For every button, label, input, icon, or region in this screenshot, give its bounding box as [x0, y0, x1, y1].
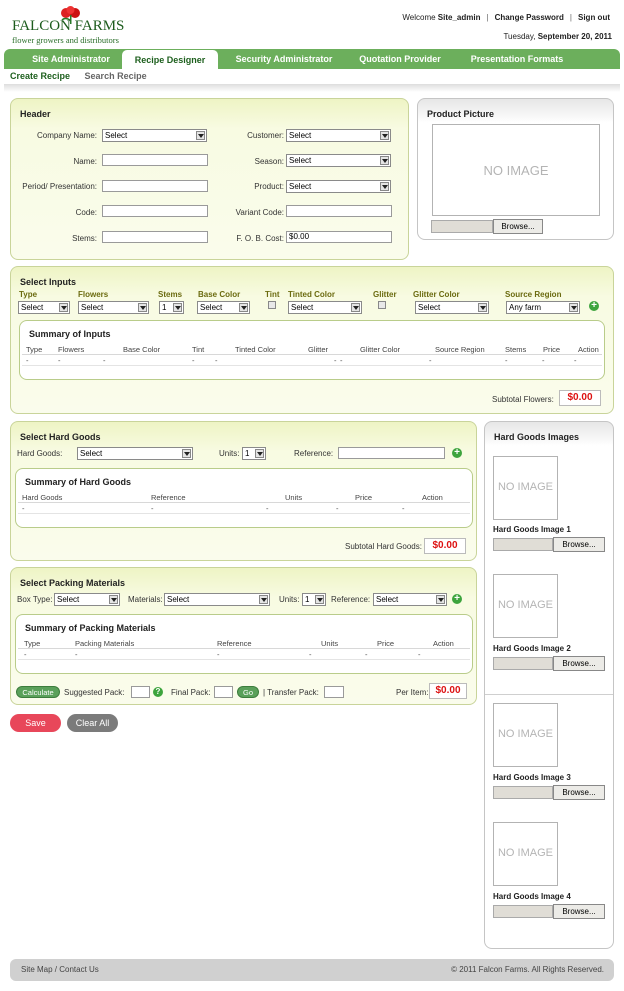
glitter-checkbox[interactable]: [378, 301, 386, 309]
fob-cost-input[interactable]: $0.00: [286, 231, 392, 243]
subnav-divider: [4, 84, 620, 92]
source-region-label: Source Region: [505, 290, 562, 299]
tinted-color-value: Select: [291, 303, 314, 312]
product-label: Product:: [254, 182, 284, 191]
table-cell: -: [103, 356, 106, 365]
table-cell: -: [542, 356, 545, 365]
hard-goods-image-4: [493, 822, 558, 886]
col-hard-goods: Hard Goods: [22, 493, 63, 502]
table-cell: -: [418, 650, 421, 659]
flowers-value: Select: [81, 303, 104, 312]
transfer-pack-input[interactable]: [324, 686, 344, 698]
save-button[interactable]: Save: [10, 714, 61, 732]
select-packing-materials-panel: [10, 567, 477, 705]
no-image-text: NO IMAGE: [483, 163, 549, 178]
col-tint: Tint: [192, 345, 205, 354]
type-select[interactable]: [18, 301, 70, 314]
flowers-label: Flowers: [78, 290, 109, 299]
table-cell: -: [334, 356, 337, 365]
table-cell: -: [365, 650, 368, 659]
box-type-select[interactable]: [54, 593, 120, 606]
subtotal-hard-goods-value: $0.00: [424, 538, 466, 554]
sub-nav: [10, 71, 147, 81]
hard-goods-browse-1[interactable]: Browse...: [553, 537, 605, 552]
stems-col-label: Stems: [158, 290, 183, 299]
variant-code-input[interactable]: [286, 205, 392, 217]
final-pack-input[interactable]: [214, 686, 233, 698]
hard-goods-images-panel: [484, 421, 614, 949]
divider: [485, 694, 613, 695]
box-type-label: Box Type:: [17, 595, 53, 604]
hard-goods-file-4[interactable]: [493, 905, 553, 918]
packing-units-select[interactable]: [302, 593, 326, 606]
col-action: Action: [578, 345, 599, 354]
table-cell: -: [58, 356, 61, 365]
no-image-text: NO IMAGE: [497, 847, 553, 859]
hard-goods-value: Select: [80, 449, 103, 458]
brand-name: FALCON FARMS: [12, 18, 125, 34]
select-inputs-title: Select Inputs: [20, 277, 77, 287]
tab-presentation-formats[interactable]: Presentation Formats: [470, 54, 564, 64]
no-image-text: NO IMAGE: [497, 599, 553, 611]
copyright-text: © 2011 Falcon Farms. All Rights Reserved.: [451, 965, 604, 974]
no-image-text: NO IMAGE: [497, 481, 553, 493]
hard-units-value: 1: [245, 449, 250, 458]
add-hard-goods-plus-icon[interactable]: +: [452, 448, 462, 458]
hard-goods-image-2: [493, 574, 558, 638]
base-color-value: Select: [200, 303, 223, 312]
hard-goods-image-1-caption: Hard Goods Image 1: [493, 525, 571, 534]
packing-units-label: Units:: [279, 595, 300, 604]
select-inputs-panel: [10, 266, 614, 414]
date-weekday: Tuesday,: [503, 32, 536, 41]
table-cell: -: [340, 356, 343, 365]
date-value: September 20, 2011: [537, 32, 612, 41]
type-value: Select: [21, 303, 44, 312]
falcon-farms-logo[interactable]: [8, 6, 128, 46]
glitter-color-value: Select: [418, 303, 441, 312]
company-name-label: Company Name:: [36, 131, 97, 140]
materials-label: Materials:: [128, 595, 163, 604]
col-type: Type: [24, 639, 41, 648]
table-cell: -: [151, 504, 154, 513]
table-cell: -: [215, 356, 218, 365]
no-image-text: NO IMAGE: [497, 728, 553, 740]
header-panel-title: Header: [20, 109, 51, 119]
chevron-down-icon: [259, 595, 268, 604]
chevron-down-icon: [478, 303, 487, 312]
per-item-value: $0.00: [429, 683, 467, 699]
col-glitter: Glitter: [308, 345, 329, 354]
table-cell: -: [429, 356, 432, 365]
product-file-path[interactable]: [431, 220, 493, 233]
source-region-value: Any farm: [509, 303, 542, 312]
tab-quotation-provider[interactable]: Quotation Provider: [359, 54, 441, 64]
welcome-text: Welcome: [402, 13, 436, 22]
change-password-link[interactable]: Change Password: [494, 13, 564, 22]
chevron-down-icon: [380, 156, 389, 165]
calculate-button[interactable]: Calculate: [16, 686, 60, 698]
chevron-down-icon: [380, 182, 389, 191]
base-color-select[interactable]: [197, 301, 250, 314]
table-row: [18, 504, 470, 514]
search-recipe-link[interactable]: Search Recipe: [84, 71, 147, 81]
site-map-link[interactable]: Site Map / Contact Us: [21, 965, 99, 974]
chevron-down-icon: [315, 595, 324, 604]
col-flowers: Flowers: [58, 345, 85, 354]
chevron-down-icon: [196, 131, 205, 140]
tab-security-administrator[interactable]: Security Administrator: [235, 54, 333, 64]
summary-hard-goods-title: Summary of Hard Goods: [25, 477, 132, 487]
brand-tagline: flower growers and distributors: [12, 35, 119, 45]
variant-code-label: Variant Code:: [235, 208, 284, 217]
chevron-down-icon: [239, 303, 248, 312]
summary-of-inputs: [19, 320, 605, 380]
hard-goods-file-2[interactable]: [493, 657, 553, 670]
col-glitter-color: Glitter Color: [360, 345, 401, 354]
company-name-select[interactable]: [102, 129, 207, 142]
suggested-pack-label: Suggested Pack:: [64, 688, 125, 697]
summary-inputs-header-row: [22, 343, 602, 355]
current-date: [503, 32, 612, 41]
product-picture-panel: [417, 98, 614, 240]
fob-cost-label: F. O. B. Cost:: [236, 234, 284, 243]
col-price: Price: [377, 639, 395, 648]
chevron-down-icon: [138, 303, 147, 312]
header-panel: [10, 98, 409, 260]
chevron-down-icon: [109, 595, 118, 604]
select-hard-goods-title: Select Hard Goods: [20, 432, 101, 442]
col-units: Units: [285, 493, 303, 502]
add-packing-plus-icon[interactable]: +: [452, 594, 462, 604]
name-input[interactable]: [102, 154, 208, 166]
table-cell: -: [574, 356, 577, 365]
sign-out-link[interactable]: Sign out: [578, 13, 610, 22]
chevron-down-icon: [59, 303, 68, 312]
summary-packing-header-row: [18, 637, 470, 649]
chevron-down-icon: [569, 303, 578, 312]
source-region-select[interactable]: [506, 301, 580, 314]
footer: [10, 959, 614, 981]
period-presentation-label: Period/ Presentation:: [22, 182, 97, 191]
flowers-select[interactable]: [78, 301, 149, 314]
username: Site_admin: [437, 13, 481, 22]
tint-label: Tint: [265, 290, 280, 299]
summary-of-hard-goods: [15, 468, 473, 528]
product-image-placeholder: [432, 124, 600, 216]
hard-goods-label: Hard Goods:: [17, 449, 63, 458]
chevron-down-icon: [182, 449, 191, 458]
table-cell: -: [24, 650, 27, 659]
help-question-icon[interactable]: ?: [153, 687, 163, 697]
col-packing-materials: Packing Materials: [75, 639, 135, 648]
customer-value: Select: [289, 131, 312, 140]
hard-units-select[interactable]: [242, 447, 266, 460]
stems-label: Stems:: [72, 234, 97, 243]
hard-units-label: Units:: [219, 449, 240, 458]
select-hard-goods-panel: [10, 421, 477, 561]
hard-goods-image-1: [493, 456, 558, 520]
materials-value: Select: [167, 595, 190, 604]
col-action: Action: [422, 493, 443, 502]
hard-goods-browse-4[interactable]: Browse...: [553, 904, 605, 919]
packing-reference-label: Reference:: [331, 595, 371, 604]
table-row: [22, 356, 602, 366]
product-picture-title: Product Picture: [427, 109, 495, 119]
hard-goods-browse-2[interactable]: Browse...: [553, 656, 605, 671]
hard-goods-image-3: [493, 703, 558, 767]
table-cell: -: [75, 650, 78, 659]
code-input[interactable]: [102, 205, 208, 217]
hard-goods-file-1[interactable]: [493, 538, 553, 551]
code-label: Code:: [75, 208, 97, 217]
col-units: Units: [321, 639, 339, 648]
box-type-value: Select: [57, 595, 80, 604]
hard-goods-images-title: Hard Goods Images: [494, 432, 580, 442]
suggested-pack-input[interactable]: [131, 686, 150, 698]
tab-site-administrator[interactable]: Site Administrator: [32, 54, 110, 64]
col-base-color: Base Color: [123, 345, 161, 354]
glitter-label: Glitter: [373, 290, 397, 299]
subtotal-hard-goods-label: Subtotal Hard Goods:: [345, 542, 422, 551]
table-cell: -: [266, 504, 269, 513]
base-color-label: Base Color: [198, 290, 241, 299]
col-price: Price: [355, 493, 373, 502]
summary-hard-goods-header-row: [18, 491, 470, 503]
add-input-plus-icon[interactable]: +: [589, 301, 599, 311]
season-label: Season:: [254, 157, 284, 166]
glitter-color-select[interactable]: [415, 301, 489, 314]
packing-reference-select[interactable]: [373, 593, 447, 606]
product-select[interactable]: [286, 180, 391, 193]
type-label: Type: [19, 290, 38, 299]
table-cell: -: [309, 650, 312, 659]
transfer-pack-label: | Transfer Pack:: [263, 688, 319, 697]
product-browse-button[interactable]: Browse...: [493, 219, 543, 234]
final-pack-label: Final Pack:: [171, 688, 211, 697]
go-button[interactable]: Go: [237, 686, 259, 698]
season-select[interactable]: [286, 154, 391, 167]
company-name-value: Select: [105, 131, 128, 140]
chevron-down-icon: [351, 303, 360, 312]
stems-value: 1: [162, 303, 167, 312]
table-cell: -: [22, 504, 25, 513]
col-price: Price: [543, 345, 561, 354]
table-cell: -: [336, 504, 339, 513]
col-action: Action: [433, 639, 454, 648]
create-recipe-link[interactable]: Create Recipe: [10, 71, 71, 81]
table-cell: -: [192, 356, 195, 365]
tinted-color-label: Tinted Color: [288, 290, 335, 299]
chevron-down-icon: [436, 595, 445, 604]
subtotal-flowers-label: Subtotal Flowers:: [492, 395, 554, 404]
tinted-color-select[interactable]: [288, 301, 362, 314]
col-reference: Reference: [151, 493, 186, 502]
stems-input[interactable]: [102, 231, 208, 243]
table-cell: -: [217, 650, 220, 659]
customer-label: Customer:: [247, 131, 284, 140]
chevron-down-icon: [380, 131, 389, 140]
name-label: Name:: [73, 157, 97, 166]
user-links: Welcome Site_admin | Change Password | Sign out: [402, 13, 610, 22]
hard-goods-file-3[interactable]: [493, 786, 553, 799]
chevron-down-icon: [173, 303, 182, 312]
table-row: [18, 650, 470, 660]
hard-goods-select[interactable]: [77, 447, 193, 460]
glitter-color-label: Glitter Color: [413, 290, 460, 299]
summary-packing-title: Summary of Packing Materials: [25, 623, 156, 633]
customer-select[interactable]: [286, 129, 391, 142]
packing-reference-value: Select: [376, 595, 399, 604]
col-tinted-color: Tinted Color: [235, 345, 276, 354]
summary-inputs-title: Summary of Inputs: [29, 329, 111, 339]
col-stems: Stems: [505, 345, 527, 354]
col-type: Type: [26, 345, 43, 354]
table-cell: -: [505, 356, 508, 365]
select-packing-title: Select Packing Materials: [20, 578, 126, 588]
product-value: Select: [289, 182, 312, 191]
per-item-label: Per Item:: [396, 688, 429, 697]
stems-select[interactable]: [159, 301, 184, 314]
hard-reference-input[interactable]: [338, 447, 445, 459]
subtotal-flowers-value: $0.00: [559, 390, 601, 406]
col-reference: Reference: [217, 639, 252, 648]
summary-of-packing: [15, 614, 473, 674]
hard-goods-browse-3[interactable]: Browse...: [553, 785, 605, 800]
tab-recipe-designer[interactable]: Recipe Designer: [122, 50, 218, 70]
tint-checkbox[interactable]: [268, 301, 276, 309]
materials-select[interactable]: [164, 593, 270, 606]
hard-goods-image-3-caption: Hard Goods Image 3: [493, 773, 571, 782]
hard-goods-image-2-caption: Hard Goods Image 2: [493, 644, 571, 653]
clear-all-button[interactable]: Clear All: [67, 714, 118, 732]
hard-reference-label: Reference:: [294, 449, 334, 458]
table-cell: -: [26, 356, 29, 365]
col-source-region: Source Region: [435, 345, 485, 354]
table-cell: -: [402, 504, 405, 513]
main-nav: [4, 49, 620, 69]
period-presentation-input[interactable]: [102, 180, 208, 192]
packing-units-value: 1: [305, 595, 310, 604]
season-value: Select: [289, 156, 312, 165]
hard-goods-image-4-caption: Hard Goods Image 4: [493, 892, 571, 901]
chevron-down-icon: [255, 449, 264, 458]
